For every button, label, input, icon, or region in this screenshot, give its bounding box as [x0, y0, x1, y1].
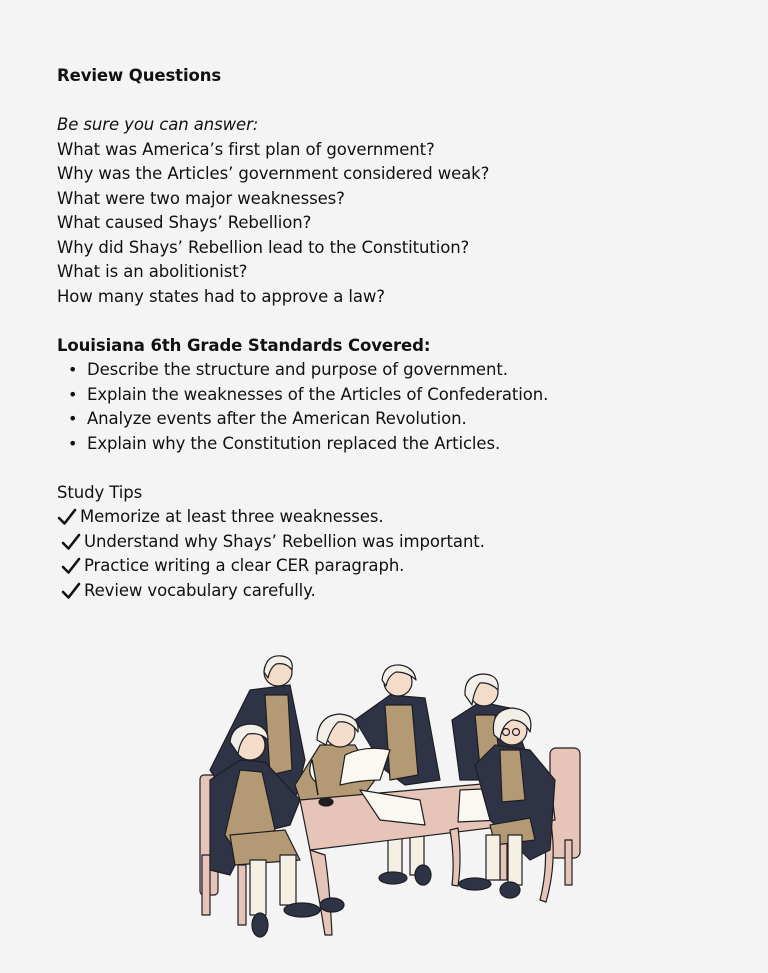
standards-list — [57, 358, 737, 456]
standard-text: Analyze events after the American Revolution. — [87, 409, 467, 428]
question-item: What is an abolitionist? — [57, 262, 248, 281]
standards-heading: Louisiana 6th Grade Standards Covered: — [57, 335, 431, 355]
spacer — [57, 89, 737, 114]
study-tips-heading: Study Tips — [57, 482, 143, 502]
question-item: How many states had to approve a law? — [57, 286, 385, 306]
question-item: Why did Shays’ Rebellion lead to the Constitution? — [57, 237, 470, 257]
study-tip-item — [57, 579, 737, 604]
standard-item — [57, 407, 737, 432]
checkmark-icon — [61, 556, 81, 576]
checkmark-icon — [57, 507, 77, 527]
bullet-icon: • — [68, 409, 78, 428]
review-intro: Be sure you can answer: — [57, 115, 259, 134]
standard-item — [57, 358, 737, 383]
checkmark-icon — [61, 581, 81, 601]
spacer — [57, 456, 737, 481]
question-item: Why was the Articles’ government considered weak? — [57, 164, 490, 183]
question-item: What was America’s first plan of government? — [57, 139, 435, 159]
standard-text: Describe the structure and purpose of government. — [87, 360, 508, 379]
bullet-icon: • — [68, 433, 78, 453]
standard-item — [57, 432, 737, 457]
standard-item — [57, 383, 737, 408]
bullet-icon: • — [68, 360, 78, 379]
spacer — [57, 309, 737, 334]
study-tip-text: Practice writing a clear CER paragraph. — [84, 556, 405, 575]
question-item: What were two major weaknesses? — [57, 188, 345, 208]
checkmark-icon — [61, 532, 81, 552]
study-tip-item — [57, 554, 737, 579]
standard-text: Explain why the Constitution replaced the Articles. — [87, 433, 501, 453]
standard-text: Explain the weaknesses of the Articles of Confederation. — [87, 384, 549, 404]
study-tip-item — [57, 530, 737, 555]
question-item: What caused Shays’ Rebellion? — [57, 213, 312, 232]
study-tip-text: Understand why Shays’ Rebellion was important. — [84, 531, 485, 551]
study-tip-text: Memorize at least three weaknesses. — [80, 507, 384, 526]
study-tip-text: Review vocabulary carefully. — [84, 580, 316, 600]
review-questions-heading: Review Questions — [57, 66, 222, 85]
bullet-icon: • — [68, 384, 78, 404]
study-guide-page — [57, 64, 737, 603]
study-tip-item — [57, 505, 737, 530]
founding-fathers-illustration — [190, 650, 590, 940]
